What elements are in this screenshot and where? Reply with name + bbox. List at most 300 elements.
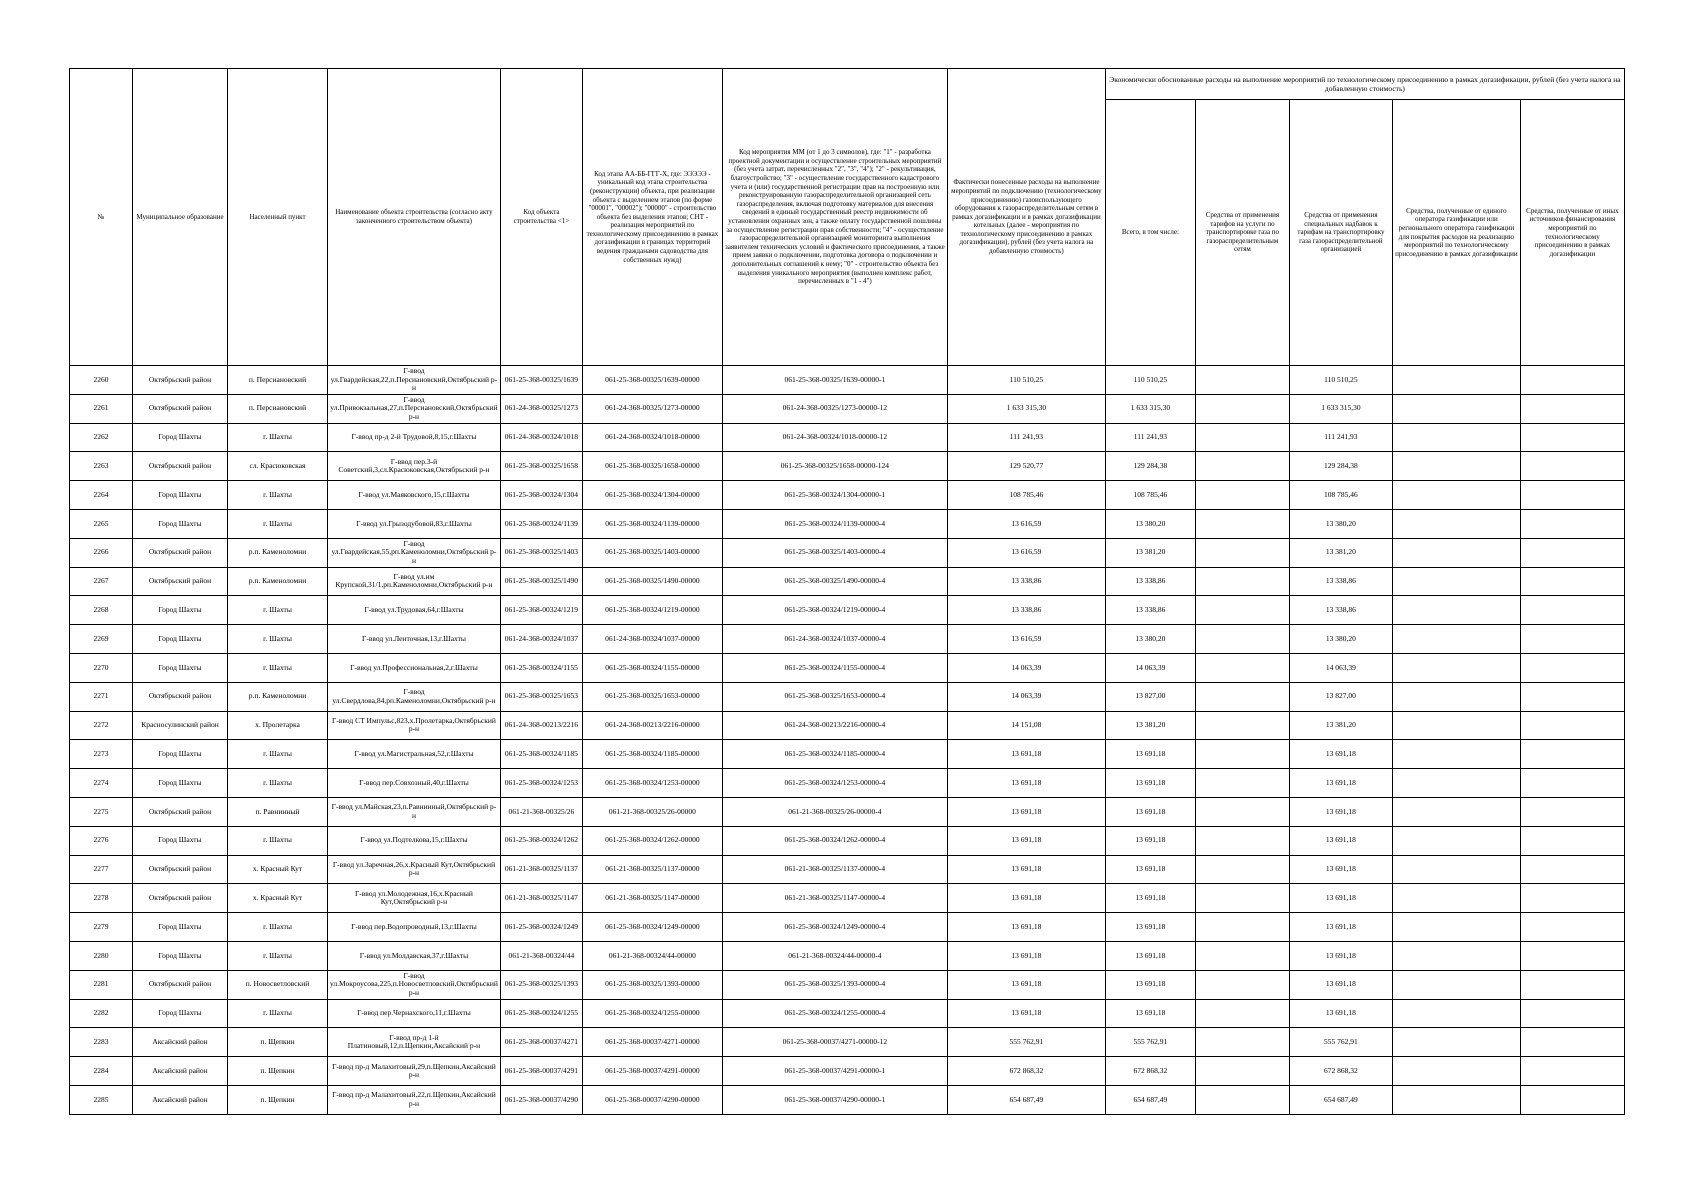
cell-num: 2262: [70, 423, 133, 452]
cell-special-markups: 14 063,39: [1289, 653, 1392, 682]
cell-object-name: Г-ввод пер.3-й Советский,3,сл.Красюковская,Октябрьский р-н: [328, 452, 501, 481]
cell-settlement: г. Шахты: [228, 740, 328, 769]
cell-object-name: Г-ввод ул.Магистральная,52,г.Шахты: [328, 740, 501, 769]
cell-activity-code: 061-25-368-00324/1262-00000-4: [722, 826, 947, 855]
cell-tariff-transport: [1195, 423, 1289, 452]
cell-actual-costs: 110 510,25: [947, 366, 1105, 395]
cell-municipality: Октябрьский район: [133, 797, 228, 826]
cell-operator-funds: [1392, 941, 1520, 970]
cell-object-code: 061-25-368-00325/1658: [500, 452, 582, 481]
cell-other-funds: [1520, 884, 1624, 913]
cell-object-code: 061-25-368-00324/1253: [500, 769, 582, 798]
cell-activity-code: 061-25-368-00037/4290-00000-1: [722, 1085, 947, 1114]
cell-actual-costs: 13 691,18: [947, 740, 1105, 769]
cell-municipality: Город Шахты: [133, 740, 228, 769]
cell-activity-code: 061-25-368-00037/4271-00000-12: [722, 1028, 947, 1057]
cell-total: 13 691,18: [1105, 884, 1195, 913]
header-other-funds: Средства, полученные от иных источников финансирования мероприятий по технологическому присоединению в рамках догазификации: [1520, 100, 1624, 366]
cell-total: 13 691,18: [1105, 913, 1195, 942]
header-settlement: Населенный пункт: [228, 69, 328, 366]
header-municipality: Муниципальное образование: [133, 69, 228, 366]
cell-other-funds: [1520, 423, 1624, 452]
table-row: [70, 394, 1625, 423]
table-row: [70, 999, 1625, 1028]
cell-municipality: Город Шахты: [133, 481, 228, 510]
cell-object-code: 061-25-368-00324/1304: [500, 481, 582, 510]
cell-activity-code: 061-25-368-00324/1253-00000-4: [722, 769, 947, 798]
cell-tariff-transport: [1195, 1028, 1289, 1057]
cell-municipality: Аксайский район: [133, 1085, 228, 1114]
cell-tariff-transport: [1195, 509, 1289, 538]
cell-total: 13 381,20: [1105, 711, 1195, 740]
table-row: [70, 884, 1625, 913]
cell-tariff-transport: [1195, 941, 1289, 970]
cell-activity-code: 061-25-368-00324/1304-00000-1: [722, 481, 947, 510]
cell-stage-code: 061-25-368-00324/1155-00000: [582, 653, 722, 682]
cell-operator-funds: [1392, 596, 1520, 625]
cell-settlement: г. Шахты: [228, 999, 328, 1028]
cell-other-funds: [1520, 826, 1624, 855]
cell-tariff-transport: [1195, 999, 1289, 1028]
cell-total: 13 691,18: [1105, 855, 1195, 884]
cell-special-markups: 13 338,86: [1289, 596, 1392, 625]
cell-other-funds: [1520, 769, 1624, 798]
cell-stage-code: 061-25-368-00324/1185-00000: [582, 740, 722, 769]
cell-other-funds: [1520, 481, 1624, 510]
cell-settlement: п. Равнинный: [228, 797, 328, 826]
cell-operator-funds: [1392, 855, 1520, 884]
cell-num: 2274: [70, 769, 133, 798]
cell-settlement: п. Новосветловский: [228, 970, 328, 999]
cell-special-markups: 13 380,20: [1289, 625, 1392, 654]
cell-actual-costs: 14 151,08: [947, 711, 1105, 740]
cell-actual-costs: 13 691,18: [947, 884, 1105, 913]
cell-settlement: г. Шахты: [228, 423, 328, 452]
cell-object-name: Г-ввод ул.Гвардейская,55,рп.Каменоломни,Октябрьский р-н: [328, 538, 501, 567]
cell-actual-costs: 13 691,18: [947, 797, 1105, 826]
cell-object-name: Г-ввод СТ Импульс,823,х.Пролетарка,Октябрьский р-н: [328, 711, 501, 740]
cell-object-code: 061-25-368-00324/1155: [500, 653, 582, 682]
cell-num: 2276: [70, 826, 133, 855]
cell-tariff-transport: [1195, 913, 1289, 942]
header-economic-costs: Экономически обоснованные расходы на выполнение мероприятий по технологическому присоединению в рамках догазификации, рублей (без учета налога на добавленную стоимость): [1105, 69, 1624, 100]
header-activity-code: Код мероприятия ММ (от 1 до 3 символов), где: "1" - разработка проектной документации и осуществление строительных мероприятий (без учета затрат, перечисленных "2", "3", "4"); "2" - рекультивация, благоустройство; "3" - осуществление государственного кадастрового учета и (или) государственной регистрации прав на построенную или реконструированную газораспределительной организацией сеть газораспределения, включая подготовку материалов для внесения сведений в единый государственный реестр недвижимости об установлении охранных зон, а также оплату государственной пошлины за осуществление регистрации прав собственности; "4" - осуществление газораспределительной организацией мониторинга выполнения заявителем технических условий и фактического присоединения, а также прием заявки о подключении, подготовка договора о подключении и дополнительных соглашений к нему; "0" - строительство объекта без выделения уникального мероприятия (выполнен комплекс работ, перечисленных в "1 - 4"): [722, 69, 947, 366]
cell-special-markups: 13 381,20: [1289, 711, 1392, 740]
cell-num: 2284: [70, 1057, 133, 1086]
register-table: [69, 68, 1625, 1115]
cell-tariff-transport: [1195, 740, 1289, 769]
cell-object-code: 061-25-368-00037/4271: [500, 1028, 582, 1057]
cell-municipality: Город Шахты: [133, 509, 228, 538]
cell-special-markups: 108 785,46: [1289, 481, 1392, 510]
cell-activity-code: 061-25-368-00325/1653-00000-4: [722, 682, 947, 711]
cell-other-funds: [1520, 653, 1624, 682]
cell-other-funds: [1520, 797, 1624, 826]
cell-municipality: Аксайский район: [133, 1028, 228, 1057]
cell-settlement: г. Шахты: [228, 769, 328, 798]
cell-num: 2273: [70, 740, 133, 769]
cell-special-markups: 13 691,18: [1289, 826, 1392, 855]
cell-settlement: х. Красный Кут: [228, 855, 328, 884]
cell-tariff-transport: [1195, 366, 1289, 395]
cell-other-funds: [1520, 1028, 1624, 1057]
cell-activity-code: 061-25-368-00325/1393-00000-4: [722, 970, 947, 999]
cell-special-markups: 13 691,18: [1289, 941, 1392, 970]
header-special-markups: Средства от применения специальных надбавок к тарифам на транспортировку газа газораспределительной организацией: [1289, 100, 1392, 366]
header-object-code: Код объекта строительства <1>: [500, 69, 582, 366]
cell-special-markups: 129 284,38: [1289, 452, 1392, 481]
cell-tariff-transport: [1195, 452, 1289, 481]
cell-total: 14 063,39: [1105, 653, 1195, 682]
cell-num: 2272: [70, 711, 133, 740]
cell-stage-code: 061-25-368-00037/4271-00000: [582, 1028, 722, 1057]
cell-tariff-transport: [1195, 1085, 1289, 1114]
cell-actual-costs: 13 616,59: [947, 538, 1105, 567]
cell-settlement: п. Щепкин: [228, 1085, 328, 1114]
cell-special-markups: 13 380,20: [1289, 509, 1392, 538]
cell-num: 2267: [70, 567, 133, 596]
cell-num: 2268: [70, 596, 133, 625]
cell-actual-costs: 129 520,77: [947, 452, 1105, 481]
cell-other-funds: [1520, 855, 1624, 884]
cell-activity-code: 061-24-368-00325/1273-00000-12: [722, 394, 947, 423]
cell-settlement: г. Шахты: [228, 596, 328, 625]
cell-settlement: п. Щепкин: [228, 1057, 328, 1086]
cell-actual-costs: 14 063,39: [947, 682, 1105, 711]
cell-num: 2264: [70, 481, 133, 510]
cell-num: 2278: [70, 884, 133, 913]
cell-settlement: г. Шахты: [228, 625, 328, 654]
cell-total: 654 687,49: [1105, 1085, 1195, 1114]
cell-object-name: Г-ввод пер.Совхозный,40,г.Шахты: [328, 769, 501, 798]
cell-municipality: Город Шахты: [133, 941, 228, 970]
cell-actual-costs: 13 691,18: [947, 941, 1105, 970]
cell-activity-code: 061-24-368-00324/1037-00000-4: [722, 625, 947, 654]
cell-object-code: 061-25-368-00324/1262: [500, 826, 582, 855]
cell-municipality: Город Шахты: [133, 596, 228, 625]
cell-special-markups: 13 691,18: [1289, 999, 1392, 1028]
cell-tariff-transport: [1195, 596, 1289, 625]
cell-object-name: Г-ввод пер.Чернахского,11,г.Шахты: [328, 999, 501, 1028]
cell-stage-code: 061-24-368-00325/1273-00000: [582, 394, 722, 423]
cell-tariff-transport: [1195, 682, 1289, 711]
cell-other-funds: [1520, 913, 1624, 942]
cell-actual-costs: 1 633 315,30: [947, 394, 1105, 423]
cell-other-funds: [1520, 1085, 1624, 1114]
cell-special-markups: 654 687,49: [1289, 1085, 1392, 1114]
cell-object-name: Г-ввод пр-д Малахитовый,22,п.Щепкин,Аксайский р-н: [328, 1085, 501, 1114]
cell-total: 13 380,20: [1105, 625, 1195, 654]
cell-special-markups: 111 241,93: [1289, 423, 1392, 452]
cell-stage-code: 061-24-368-00213/2216-00000: [582, 711, 722, 740]
cell-total: 110 510,25: [1105, 366, 1195, 395]
cell-municipality: Октябрьский район: [133, 682, 228, 711]
header-tariff-transport: Средства от применения тарифов на услуги по транспортировке газа по газораспределительным сетям: [1195, 100, 1289, 366]
cell-operator-funds: [1392, 1085, 1520, 1114]
table-row: [70, 711, 1625, 740]
cell-other-funds: [1520, 711, 1624, 740]
cell-activity-code: 061-25-368-00324/1139-00000-4: [722, 509, 947, 538]
cell-object-name: Г-ввод ул.Майская,23,п.Равнинный,Октябрьский р-н: [328, 797, 501, 826]
table-row: [70, 625, 1625, 654]
cell-num: 2260: [70, 366, 133, 395]
cell-activity-code: 061-21-368-00325/1147-00000-4: [722, 884, 947, 913]
table-row: [70, 481, 1625, 510]
cell-actual-costs: 555 762,91: [947, 1028, 1105, 1057]
cell-total: 108 785,46: [1105, 481, 1195, 510]
table-row: [70, 826, 1625, 855]
cell-other-funds: [1520, 682, 1624, 711]
cell-object-name: Г-ввод ул.Молдавская,37,г.Шахты: [328, 941, 501, 970]
cell-total: 13 827,00: [1105, 682, 1195, 711]
cell-actual-costs: 13 691,18: [947, 999, 1105, 1028]
cell-activity-code: 061-25-368-00324/1249-00000-4: [722, 913, 947, 942]
cell-stage-code: 061-25-368-00324/1253-00000: [582, 769, 722, 798]
cell-activity-code: 061-25-368-00324/1219-00000-4: [722, 596, 947, 625]
cell-activity-code: 061-21-368-00325/1137-00000-4: [722, 855, 947, 884]
cell-other-funds: [1520, 999, 1624, 1028]
cell-object-code: 061-21-368-00325/1147: [500, 884, 582, 913]
cell-municipality: Красносулинский район: [133, 711, 228, 740]
cell-municipality: Октябрьский район: [133, 452, 228, 481]
cell-tariff-transport: [1195, 394, 1289, 423]
cell-municipality: Город Шахты: [133, 826, 228, 855]
cell-actual-costs: 672 868,32: [947, 1057, 1105, 1086]
cell-other-funds: [1520, 538, 1624, 567]
header-actual-costs: Фактически понесенные расходы на выполнение мероприятий по подключению (технологическому присоединению) газоиспользующего оборудования к газораспределительным сетям в рамках догазификации и в рамках догазификации котельных (далее - мероприятия по технологическому присоединению в рамках догазификации), рублей (без учета налога на добавленную стоимость): [947, 69, 1105, 366]
cell-activity-code: 061-25-368-00324/1155-00000-4: [722, 653, 947, 682]
cell-object-code: 061-25-368-00325/1393: [500, 970, 582, 999]
cell-tariff-transport: [1195, 653, 1289, 682]
cell-actual-costs: 111 241,93: [947, 423, 1105, 452]
cell-num: 2270: [70, 653, 133, 682]
cell-object-name: Г-ввод пр-д 2-й Трудовой,8,15,г.Шахты: [328, 423, 501, 452]
table-row: [70, 682, 1625, 711]
cell-object-name: Г-ввод ул.Мокроусова,225,п.Новосветловский,Октябрьский р-н: [328, 970, 501, 999]
cell-other-funds: [1520, 596, 1624, 625]
cell-activity-code: 061-25-368-00325/1639-00000-1: [722, 366, 947, 395]
cell-total: 672 868,32: [1105, 1057, 1195, 1086]
cell-object-name: Г-ввод ул.Заречная,26,х.Красный Кут,Октябрьский р-н: [328, 855, 501, 884]
cell-settlement: г. Шахты: [228, 941, 328, 970]
cell-operator-funds: [1392, 366, 1520, 395]
cell-settlement: х. Красный Кут: [228, 884, 328, 913]
cell-operator-funds: [1392, 913, 1520, 942]
cell-actual-costs: 13 691,18: [947, 913, 1105, 942]
cell-operator-funds: [1392, 481, 1520, 510]
cell-special-markups: 13 827,00: [1289, 682, 1392, 711]
cell-municipality: Город Шахты: [133, 769, 228, 798]
cell-actual-costs: 13 691,18: [947, 855, 1105, 884]
cell-stage-code: 061-25-368-00325/1393-00000: [582, 970, 722, 999]
cell-total: 13 381,20: [1105, 538, 1195, 567]
cell-tariff-transport: [1195, 855, 1289, 884]
table-row: [70, 1057, 1625, 1086]
cell-activity-code: 061-25-368-00037/4291-00000-1: [722, 1057, 947, 1086]
cell-special-markups: 13 691,18: [1289, 970, 1392, 999]
table-row: [70, 970, 1625, 999]
cell-object-name: Г-ввод ул.Грызодубовой,83,г.Шахты: [328, 509, 501, 538]
cell-special-markups: 13 691,18: [1289, 769, 1392, 798]
cell-object-code: 061-25-368-00325/1653: [500, 682, 582, 711]
cell-operator-funds: [1392, 711, 1520, 740]
cell-stage-code: 061-25-368-00324/1249-00000: [582, 913, 722, 942]
cell-operator-funds: [1392, 653, 1520, 682]
cell-municipality: Город Шахты: [133, 423, 228, 452]
table-row: [70, 1085, 1625, 1114]
cell-num: 2285: [70, 1085, 133, 1114]
cell-tariff-transport: [1195, 567, 1289, 596]
cell-object-code: 061-25-368-00325/1403: [500, 538, 582, 567]
cell-actual-costs: 654 687,49: [947, 1085, 1105, 1114]
cell-stage-code: 061-25-368-00325/1490-00000: [582, 567, 722, 596]
cell-tariff-transport: [1195, 797, 1289, 826]
cell-other-funds: [1520, 941, 1624, 970]
cell-operator-funds: [1392, 970, 1520, 999]
cell-other-funds: [1520, 625, 1624, 654]
cell-activity-code: 061-24-368-00213/2216-00000-4: [722, 711, 947, 740]
cell-stage-code: 061-25-368-00324/1304-00000: [582, 481, 722, 510]
cell-special-markups: 1 633 315,30: [1289, 394, 1392, 423]
cell-total: 13 691,18: [1105, 769, 1195, 798]
cell-num: 2263: [70, 452, 133, 481]
cell-actual-costs: 108 785,46: [947, 481, 1105, 510]
cell-settlement: п. Щепкин: [228, 1028, 328, 1057]
cell-settlement: г. Шахты: [228, 653, 328, 682]
cell-tariff-transport: [1195, 826, 1289, 855]
cell-total: 111 241,93: [1105, 423, 1195, 452]
cell-municipality: Город Шахты: [133, 913, 228, 942]
table-row: [70, 797, 1625, 826]
header-object-name: Наименование объекта строительства (согласно акту законченного строительством объекта): [328, 69, 501, 366]
header-stage-code: Код этапа АА-ББ-ГГГ-Х, где: ЭЭЭЭЭ - уникальный код этапа строительства (реконструкции) объекта, при реализации объекта с выделением этапов (по форме "00001", "00002"); "00000" - строительство объекта без выделения этапов; СНТ - реализация мероприятий по технологическому присоединению в рамках догазификации в границах территорий ведения гражданами садоводства для собственных нужд): [582, 69, 722, 366]
cell-stage-code: 061-25-368-00037/4290-00000: [582, 1085, 722, 1114]
cell-object-name: Г-ввод ул.Молодежная,16,х.Красный Кут,Октябрьский р-н: [328, 884, 501, 913]
cell-num: 2279: [70, 913, 133, 942]
cell-operator-funds: [1392, 797, 1520, 826]
cell-total: 13 380,20: [1105, 509, 1195, 538]
cell-object-code: 061-25-368-00324/1255: [500, 999, 582, 1028]
cell-operator-funds: [1392, 884, 1520, 913]
cell-special-markups: 13 381,20: [1289, 538, 1392, 567]
cell-municipality: Октябрьский район: [133, 884, 228, 913]
cell-settlement: р.п. Каменоломни: [228, 538, 328, 567]
header-operator-funds: Средства, полученные от единого оператора газификации или регионального оператора газификации для покрытия расходов на реализацию мероприятий по технологическому присоединению в рамках догазификации: [1392, 100, 1520, 366]
cell-special-markups: 13 338,86: [1289, 567, 1392, 596]
cell-total: 13 691,18: [1105, 999, 1195, 1028]
cell-object-name: Г-ввод ул.Подтелкова,15,г.Шахты: [328, 826, 501, 855]
cell-municipality: Октябрьский район: [133, 394, 228, 423]
cell-other-funds: [1520, 366, 1624, 395]
cell-settlement: г. Шахты: [228, 913, 328, 942]
cell-stage-code: 061-25-368-00325/1403-00000: [582, 538, 722, 567]
cell-actual-costs: 13 616,59: [947, 509, 1105, 538]
cell-tariff-transport: [1195, 711, 1289, 740]
cell-operator-funds: [1392, 682, 1520, 711]
cell-total: 555 762,91: [1105, 1028, 1195, 1057]
table-row: [70, 567, 1625, 596]
cell-stage-code: 061-25-368-00325/1639-00000: [582, 366, 722, 395]
cell-num: 2265: [70, 509, 133, 538]
cell-stage-code: 061-21-368-00325/1137-00000: [582, 855, 722, 884]
cell-special-markups: 13 691,18: [1289, 913, 1392, 942]
cell-activity-code: 061-25-368-00324/1185-00000-4: [722, 740, 947, 769]
cell-stage-code: 061-25-368-00324/1255-00000: [582, 999, 722, 1028]
cell-tariff-transport: [1195, 1057, 1289, 1086]
cell-num: 2281: [70, 970, 133, 999]
cell-total: 13 691,18: [1105, 740, 1195, 769]
cell-num: 2266: [70, 538, 133, 567]
cell-activity-code: 061-24-368-00324/1018-00000-12: [722, 423, 947, 452]
cell-activity-code: 061-25-368-00324/1255-00000-4: [722, 999, 947, 1028]
table-row: [70, 740, 1625, 769]
cell-object-code: 061-24-368-00213/2216: [500, 711, 582, 740]
cell-actual-costs: 13 691,18: [947, 769, 1105, 798]
cell-stage-code: 061-25-368-00324/1139-00000: [582, 509, 722, 538]
cell-object-name: Г-ввод пр-д 1-й Платиновый,12,п.Щепкин,Аксайский р-н: [328, 1028, 501, 1057]
cell-tariff-transport: [1195, 538, 1289, 567]
cell-activity-code: 061-25-368-00325/1490-00000-4: [722, 567, 947, 596]
cell-object-code: 061-25-368-00324/1219: [500, 596, 582, 625]
cell-total: 13 691,18: [1105, 941, 1195, 970]
cell-operator-funds: [1392, 826, 1520, 855]
cell-other-funds: [1520, 740, 1624, 769]
cell-num: 2275: [70, 797, 133, 826]
cell-stage-code: 061-24-368-00324/1018-00000: [582, 423, 722, 452]
cell-operator-funds: [1392, 567, 1520, 596]
cell-object-name: Г-ввод ул.им Крупской,31/1,рп.Каменоломни,Октябрьский р-н: [328, 567, 501, 596]
cell-object-code: 061-25-368-00037/4291: [500, 1057, 582, 1086]
cell-operator-funds: [1392, 423, 1520, 452]
cell-object-code: 061-21-368-00324/44: [500, 941, 582, 970]
cell-object-name: Г-ввод пр-д Малахитовый,29,п.Щепкин,Аксайский р-н: [328, 1057, 501, 1086]
cell-num: 2283: [70, 1028, 133, 1057]
table-row: [70, 653, 1625, 682]
cell-total: 13 691,18: [1105, 797, 1195, 826]
cell-other-funds: [1520, 509, 1624, 538]
cell-object-code: 061-24-368-00324/1018: [500, 423, 582, 452]
cell-stage-code: 061-25-368-00325/1653-00000: [582, 682, 722, 711]
cell-object-name: Г-ввод ул.Свердлова,84,рп.Каменоломни,Октябрьский р-н: [328, 682, 501, 711]
cell-actual-costs: 13 338,86: [947, 567, 1105, 596]
cell-object-name: Г-ввод ул.Привокзальная,27,п.Персиановский,Октябрьский р-н: [328, 394, 501, 423]
table-row: [70, 423, 1625, 452]
cell-tariff-transport: [1195, 970, 1289, 999]
cell-special-markups: 13 691,18: [1289, 884, 1392, 913]
cell-stage-code: 061-21-368-00325/26-00000: [582, 797, 722, 826]
cell-tariff-transport: [1195, 625, 1289, 654]
cell-actual-costs: 13 691,18: [947, 970, 1105, 999]
table-row: [70, 596, 1625, 625]
cell-operator-funds: [1392, 625, 1520, 654]
cell-num: 2282: [70, 999, 133, 1028]
cell-settlement: х. Пролетарка: [228, 711, 328, 740]
table-row: [70, 913, 1625, 942]
cell-operator-funds: [1392, 509, 1520, 538]
cell-operator-funds: [1392, 1057, 1520, 1086]
cell-stage-code: 061-24-368-00324/1037-00000: [582, 625, 722, 654]
cell-operator-funds: [1392, 1028, 1520, 1057]
cell-settlement: р.п. Каменоломни: [228, 567, 328, 596]
cell-operator-funds: [1392, 452, 1520, 481]
cell-total: 129 284,38: [1105, 452, 1195, 481]
cell-object-name: Г-ввод ул.Гвардейская,22,п.Персиановский,Октябрьский р-н: [328, 366, 501, 395]
cell-stage-code: 061-25-368-00325/1658-00000: [582, 452, 722, 481]
cell-stage-code: 061-25-368-00037/4291-00000: [582, 1057, 722, 1086]
cell-total: 13 691,18: [1105, 826, 1195, 855]
cell-object-code: 061-21-368-00325/1137: [500, 855, 582, 884]
cell-object-name: Г-ввод ул.Профессиональная,2,г.Шахты: [328, 653, 501, 682]
